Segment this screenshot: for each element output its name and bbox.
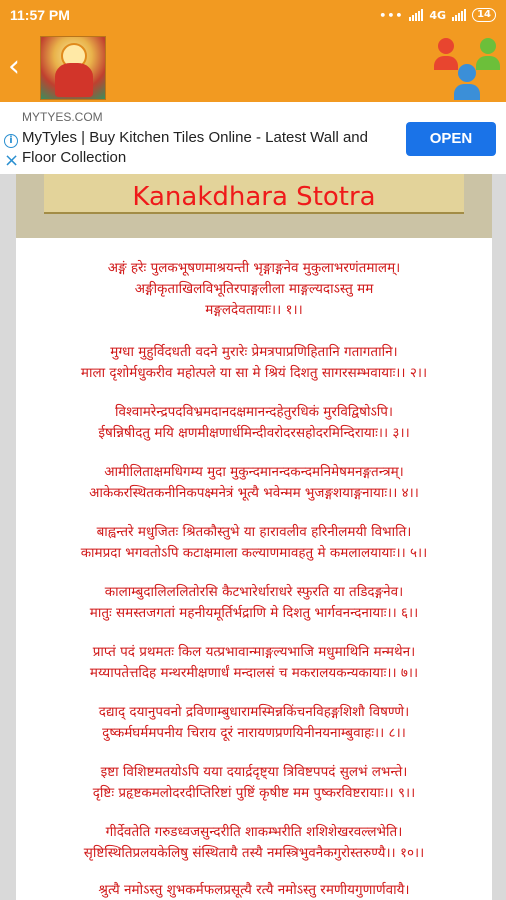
verse-line: अङ्गीकृताखिलविभूतिरपाङ्गलीला माङ्गल्यदाऽस्तु मम — [134, 281, 374, 297]
verse-line: ईषन्निषीदतु मयि क्षणमीक्षणार्धमिन्दीवरोदरसहोदरमिन्दिरायाः।। ३।। — [98, 425, 410, 441]
ad-close-icon[interactable]: × — [4, 150, 20, 171]
ad-open-button[interactable]: OPEN — [406, 122, 496, 156]
verse-7 — [16, 642, 492, 684]
verse-line: मङ्गलदेवतायाः।। १।। — [205, 302, 303, 318]
verse-line: कालाम्बुदालिललितोरसि कैटभारेर्धाराधरे स्फुरति या तडिदङ्गनेव। — [104, 584, 404, 600]
person-green-body — [476, 56, 500, 70]
page-title: Kanakdhara Stotra — [132, 182, 376, 212]
network-type: 4G — [429, 8, 447, 22]
verse-line: आकेकरस्थितकनीनिकपक्ष्मनेत्रं भूत्यै भवेन्मम भुजङ्गशयाङ्गनायाः।। ४।। — [89, 485, 419, 501]
status-time: 11:57 PM — [10, 7, 70, 23]
ad-title[interactable]: MyTyles | Buy Kitchen Tiles Online - Latest Wall and Floor Collection — [22, 129, 368, 166]
verse-line: कामप्रदा भगवतोऽपि कटाक्षमाला कल्याणमावहतु मे कमलालयायाः।। ५।। — [80, 545, 428, 561]
verse-line: दद्याद् दयानुपवनो द्रविणाम्बुधारामस्मिन्नकिंचनविहङ्गशिशौ विषण्णे। — [98, 704, 410, 720]
verse-line: इष्टा विशिष्टमतयोऽपि यया दयार्द्रदृष्ट्या त्रिविष्टपपदं सुलभं लभन्ते। — [100, 764, 408, 780]
verse-8 — [16, 702, 492, 744]
verse-line: मय्यापतेत्तदिह मन्थरमीक्षणार्धं मन्दालसं च मकरालयकन्यकायाः।। ७।। — [89, 665, 419, 681]
goddess-lakshmi-image — [40, 36, 106, 100]
battery-icon: 14 — [472, 8, 496, 22]
stotra-content — [16, 238, 492, 900]
verse-3 — [16, 402, 492, 444]
verse-line: अङ्गं हरेः पुलकभूषणमाश्रयन्ती भृङ्गाङ्गनेव मुकुलाभरणंतमालम्। — [107, 260, 401, 276]
person-blue-head — [458, 64, 476, 82]
verse-1 — [16, 258, 492, 321]
person-red-head — [438, 38, 454, 54]
verse-line: मुग्धा मुहुर्विदधती वदने मुरारेः प्रेमत्रपाप्रणिहितानि गतागतानि। — [110, 344, 398, 360]
verse-11 — [16, 880, 492, 900]
notification-dots-icon: ••• — [379, 8, 404, 22]
figure-shape — [55, 63, 93, 97]
verse-line: श्रुत्यै नमोऽस्तु शुभकर्मफलप्रसूत्यै रत्यै नमोऽस्तु रमणीयगुणार्णवायै। — [98, 882, 410, 898]
person-blue-body — [454, 84, 480, 100]
ad-banner[interactable] — [0, 102, 506, 174]
app-bar — [0, 34, 506, 102]
signal-icon-2 — [452, 9, 466, 21]
person-green-head — [480, 38, 496, 54]
verse-line: दुष्कर्मघर्ममपनीय चिराय दूरं नारायणप्रणयिनीनयनाम्बुवाहः।। ८।। — [102, 725, 406, 741]
back-arrow-icon[interactable]: ‹ — [8, 49, 20, 84]
status-icons — [379, 8, 496, 22]
ad-info-icon[interactable]: i — [4, 134, 18, 148]
verse-10 — [16, 822, 492, 864]
verse-4 — [16, 462, 492, 504]
verse-line: आमीलिताक्षमधिगम्य मुदा मुकुन्दमानन्दकन्दमनिमेषमनङ्गतन्त्रम्। — [104, 464, 404, 480]
verse-line: दृष्टिः प्रहृष्टकमलोदरदीप्तिरिष्टां पुष्टिं कृषीष्ट मम पुष्करविष्टरायाः।। ९।। — [92, 785, 416, 801]
ad-domain: MYTYES.COM — [22, 110, 103, 124]
verse-line: माला दृशोर्मधुकरीव महोत्पले या सा मे श्रियं दिशतु सागरसम्भवायाः।। २।। — [80, 365, 428, 381]
share-people-icon[interactable] — [434, 36, 500, 100]
title-banner — [16, 174, 492, 238]
verse-line: मातुः समस्तजगतां महनीयमूर्तिर्भद्राणि मे दिशतु भार्गवनन्दनायाः।। ६।। — [89, 605, 419, 621]
status-bar — [0, 0, 506, 34]
verse-2 — [16, 342, 492, 384]
verse-line: प्राप्तं पदं प्रथमतः किल यत्प्रभावान्माङ्गल्यभाजि मधुमाथिनि मन्मथेन। — [92, 644, 416, 660]
verse-9 — [16, 762, 492, 804]
verse-line: बाह्वन्तरे मधुजितः श्रितकौस्तुभे या हारावलीव हरिनीलमयी विभाति। — [96, 524, 412, 540]
signal-icon — [409, 9, 423, 21]
verse-6 — [16, 582, 492, 624]
verse-line: विश्वामरेन्द्रपदविभ्रमदानदक्षमानन्दहेतुरधिकं मुरविद्विषोऽपि। — [114, 404, 394, 420]
verse-5 — [16, 522, 492, 564]
person-red-body — [434, 56, 458, 70]
verse-line: सृष्टिस्थितिप्रलयकेलिषु संस्थितायै तस्यै नमस्त्रिभुवनैकगुरोस्तरुण्यै।। १०।। — [83, 845, 425, 861]
verse-line: गीर्देवतेति गरुडध्वजसुन्दरीति शाकम्भरीति शशिशेखरवल्लभेति। — [105, 824, 403, 840]
